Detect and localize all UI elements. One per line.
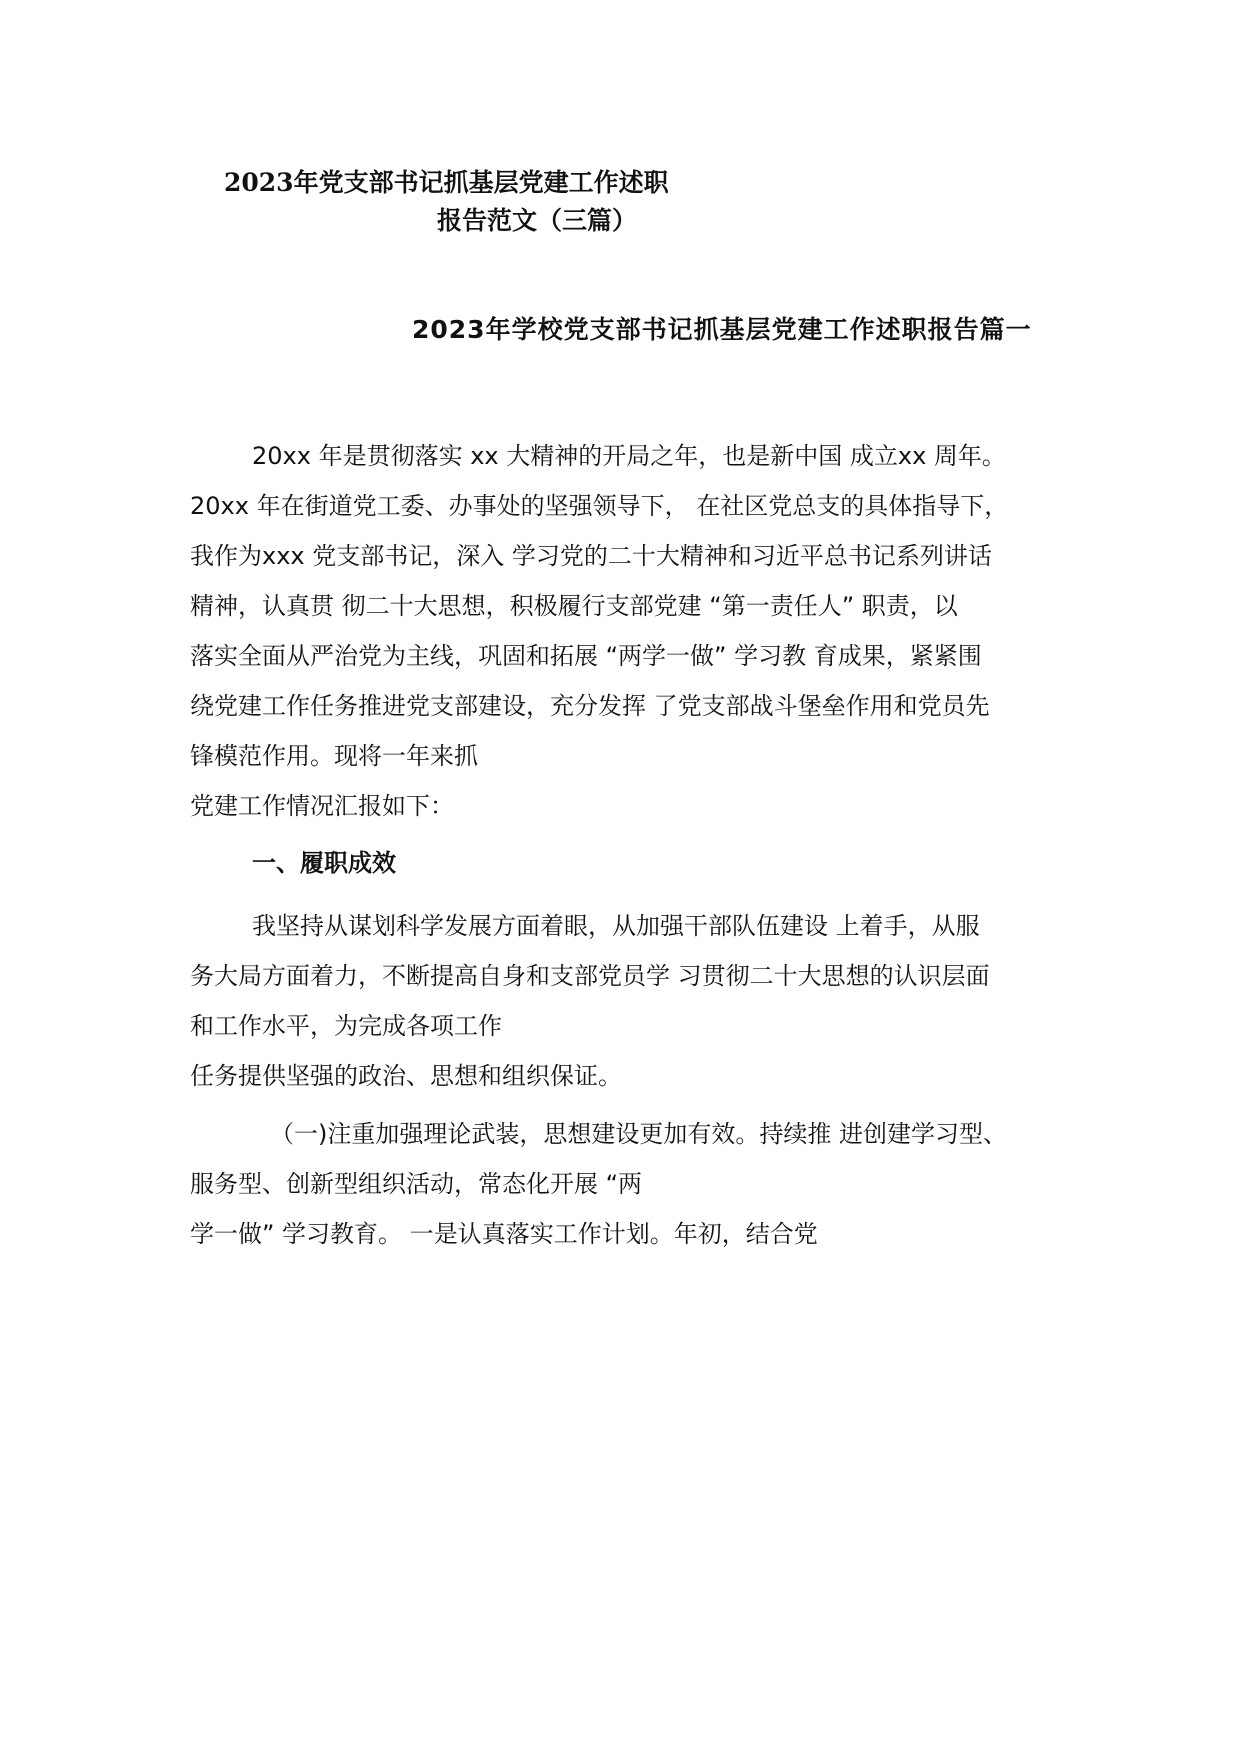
paragraph-line: 精神，认真贯 彻二十大思想，积极履行支部党建 “第一责任人” 职责，以 [190, 592, 958, 620]
paragraph-line: 务大局方面着力，不断提高自身和支部党员学 习贯彻二十大思想的认识层面 [190, 962, 990, 990]
paragraph-line: （一)注重加强理论武装，思想建设更加有效。持续推 进创建学习型、 [270, 1120, 1007, 1148]
paragraph-line: 我作为xxx 党支部书记，深入 学习党的二十大精神和习近平总书记系列讲话 [190, 542, 992, 570]
paragraph-line: 我坚持从谋划科学发展方面着眼，从加强干部队伍建设 上着手，从服 [252, 912, 980, 940]
paragraph-line: 20xx 年在街道党工委、办事处的坚强领导下， 在社区党总支的具体指导下， [190, 492, 1009, 520]
paragraph-line: 落实全面从严治党为主线，巩固和拓展 “两学一做” 学习教 育成果，紧紧围 [190, 642, 982, 670]
paragraph-line: 服务型、创新型组织活动，常态化开展 “两 [190, 1170, 643, 1198]
document-title-line1: 2023年党支部书记抓基层党建工作述职 [224, 168, 669, 197]
paragraph-line: 任务提供坚强的政治、思想和组织保证。 [190, 1062, 622, 1090]
paragraph-line: 学一做” 学习教育。 一是认真落实工作计划。年初，结合党 [190, 1220, 818, 1248]
document-title-line2: 报告范文（三篇） [437, 206, 638, 235]
heading-1: 一、履职成效 [252, 849, 396, 877]
paragraph-line: 绕党建工作任务推进党支部建设，充分发挥 了党支部战斗堡垒作用和党员先 [190, 692, 990, 720]
paragraph-line: 和工作水平，为完成各项工作 [190, 1012, 502, 1040]
section-title: 2023年学校党支部书记抓基层党建工作述职报告篇一 [412, 315, 1032, 344]
paragraph-line: 党建工作情况汇报如下： [190, 792, 454, 820]
paragraph-line: 锋模范作用。现将一年来抓 [190, 742, 478, 770]
paragraph-line: 20xx 年是贯彻落实 xx 大精神的开局之年，也是新中国 成立xx 周年。 [252, 442, 1006, 470]
